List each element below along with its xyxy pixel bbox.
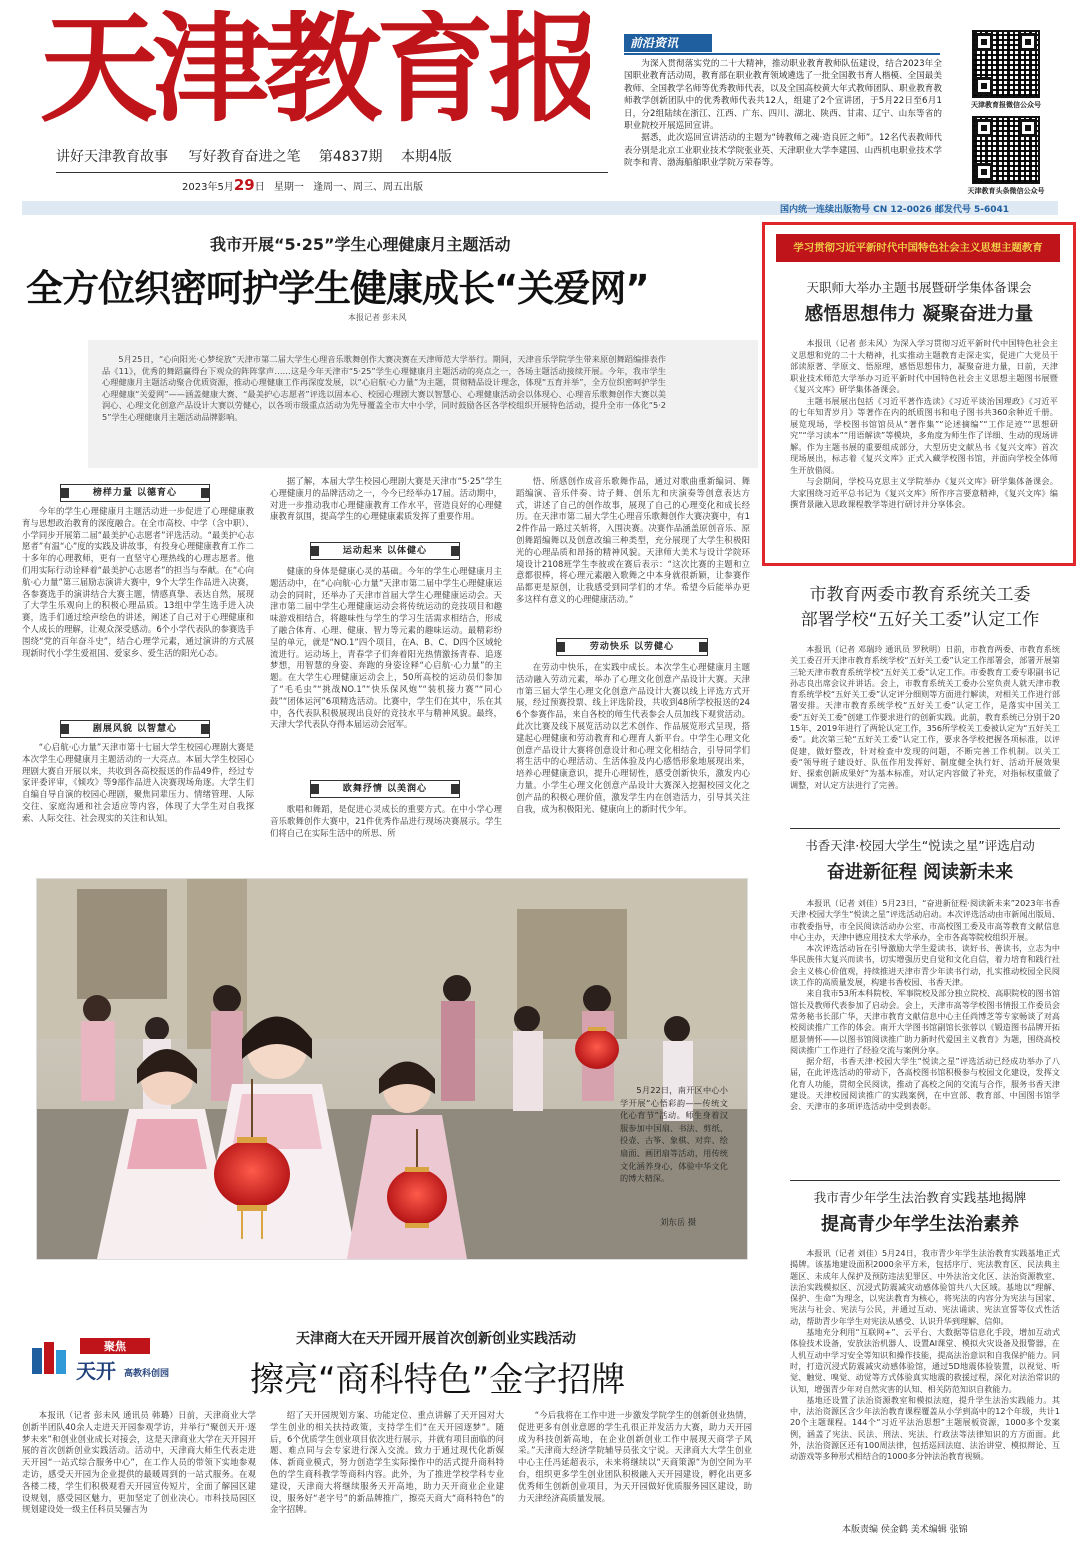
boxed-body-3: 与会期间，学校马克思主义学院举办《复兴文库》研学集体备课会。大家围绕习近平总书记为《复兴文库》所作序言要意精神，《复兴文库》编撰背景融入思政课程教学等进行研讨并分享体会。 — [790, 476, 1058, 509]
reading-body-1: 本报讯（记者 刘佳）5月23日，“奋进新征程·阅读新未来”2023年书香天津·校园大学生“悦读之星”评选活动启动。本次评选活动由市新闻出版局、市教委指导，市全民阅读活动办公室、市高校图工委及市高等教育文献信息中心主办，天津中德应用技术大学承办，全市各高等院校组织开展。 — [790, 898, 1060, 942]
photo-credit: 刘东岳 摄 — [660, 1217, 697, 1227]
weekday: 星期一 — [273, 182, 304, 193]
reading-body-3: 来自我市53所本科院校、军事院校及部分独立院校、高职院校的图书馆馆长及教师代表参加了启动会。会上，天津市高等学校图书情报工作委员会常务秘书长邵广华，天津市教育文献信息中心主任尚博芝等专家畅谈了对高校阅读推广工作的体会。南开大学图书馆副馆长张蓉以《锻造图书品牌开拓愿景情怀——以图书馆阅读推广助力新时代爱国主义教育》为题，围绕高校阅读推广工作进行了经验交流与案例分享。 — [790, 988, 1060, 1055]
lead-col-3a-text: 悟、所感创作成音乐歌舞作品，通过对歌曲重新编词、舞蹈编演、音乐伴奏、诗子舞、创乐尢和庆演奏等创意表达方式，讲述了自己的创作故事，展现了自己的心理变化和成长经历。在天津市第二届大学生心理音乐歌舞创作大赛决赛中，有12件作品一路过关斩将，入围决赛。决赛作品涵盖原创音乐、原创舞蹈编舞以及创意改编三种类型，充分展现了大学生积极阳光的心理品质和昂扬的精神风貌。天津师大美术与设计学院环境设计2108班学生李彼或在赛后表示：“这次比赛的主题和立意都很棒，将心理元素融入歌舞之中本身就很新颖，让参赛作品都更是原创，让我感受到同学们的才华。希望今后能举办更多这样有意义的心理健康活动。” — [516, 476, 750, 604]
frontier-rule — [624, 53, 940, 55]
section-head-3: 运动起来 以体健心 — [310, 542, 460, 560]
lead-col-2b — [270, 566, 502, 731]
lead-byline: 本报记者 彭未风 — [348, 313, 407, 322]
lead-col-1b-text: “心启航·心力量”天津市第十七届大学生校园心理剧大赛是本次学生心理健康月主题活动的一大亮点。本届大学生校园心理剧大赛自开展以来，共收到各高校报送的作品49件，经过专家评委评审，《倾攻》等9部作品进入决赛现场角逐。大学生们自编自导自演的校园心理剧，聚焦同辈压力、情绪管理、人际交往、家庭沟通和社会适应等内容，体现了大学生对自我探索、人际交往、社会现实的关注和认知。 — [22, 742, 254, 823]
lead-kicker: 我市开展“5·25”学生心理健康月主题活动 — [210, 235, 511, 254]
lead-col-2a-text: 据了解，本届大学生校园心理剧大赛是天津市“5·25”学生心理健康月的品牌活动之一，今今已经举办17届。活动期中，对进一步推动我市心理健康教育工作水平，营造良好的心理健康教育氛围，提高学生的心理健康素质发挥了重要作用。 — [270, 476, 502, 522]
law-body-3: 基地还设置了法治资源教室和模拟法庭，提升学生法治实践能力。其中，法治资源区含少年法治教育课程覆盖从小学到高中的12个年级，共计120个主题课程。144个“习近平法治思想”主题展板资源，1000多个发案例，涵盖了宪法、民法、刑法、宪法、行政法等法律知识的方方面面。此外，法治资源区还有100周法律，包括巡回法庭、法治讲堂、模拟辩论、互动游戏等多种形式相结合的1000多分钟法治教育视频。 — [790, 1394, 1060, 1462]
unions-body-text: 本报讯（记者 邓瑞玲 通讯员 罗秋明）日前，市教育两委、市教育系统关工委召开天津市教育系统学校“五好关工委”认定工作部署会，部署开展第三轮天津市教育系统学校“五好关工委”认定工作。市委教育工委专职副书记孙志良出席会议并讲话。会上，市教育系统关工委办公室负责人就天津市教育系统学校“五好关工委”认定评分细则等方面进行解读，对相关工作进行部署安排。天津市教育系统学校“五好关工委”认定工作，是落实中国关工委“五好关工委”创建工作要求进行的创新实践。此前，教育系统已分别于2015年、2019年进行了两轮认定工作，356所学校关工委被认定为“五好关工委”。此次第三轮“五好关工委”认定工作，要求各学校把握各项标准，以评促建，做好整改，针对检查中发现的问题，不断完善工作机制。以关工委“领导班子建设好、队伍作用发挥好、制度健全执行好、活动开展效果好、探索创新成果好”为基本标准，对认定内容做了补充，对指标权重做了调整，对认定方法进行了完善。 — [790, 644, 1060, 790]
lead-summary: 5月25日，“心向阳光·心梦绽放”天津市第二届大学生心理音乐歌舞创作大赛决赛在天津师范大学举行。期间，天津音乐学院学生带来原创舞蹈编排表作品《11》，优秀的舞蹈赢得台下观众的阵阵掌声……这是今年天津市“5·25”学生心理健康月主题活动的亮点之一，各场主题活动接续开展。今年，我市学生心理健康月主题活动聚合优质资源，推动心理健康工作再深度发展，以“心启航·心力量”为主题，贯彻精品设计理念，体现“五育并举”，全方位织密呵护学生心理健康“关爱网”——涵盖健康大赛、“最美护心志愿者”评选以固本心、校园心理剧大赛以智慧心、心理健康活动会以体现心、心理音乐歌舞创作大赛以美润心、心理文化创意产品设计大赛以劳健心，以各项市级重点活动为先导覆盖全市大中小学，同时鼓励各区各学校组织开展特色活动，提升全市一体化“5·25”学生心理健康月主题活动品牌影响。 — [102, 354, 666, 422]
lead-col-3b — [516, 662, 750, 815]
lead-headline: 全方位织密呵护学生健康成长“关爱网” — [26, 267, 649, 310]
photo-caption-box — [620, 1084, 728, 1185]
theme-banner-text: 学习贯彻习近平新时代中国特色社会主义思想主题教育 — [793, 242, 1043, 254]
focus-logo-text: 天开 — [76, 1359, 116, 1383]
lead-col-1a — [22, 506, 254, 659]
law-kicker: 我市青少年学生法治教育实践基地揭牌 — [813, 1190, 1027, 1205]
photo-image — [37, 879, 747, 1259]
date-prefix: 2023年5月 — [182, 182, 234, 193]
photo-caption: 5月22日，南开区中心小学开展“心悟彩韵——传统文化心育节”活动。师生身着汉服参加中国扇、书法、剪纸、投壶、古筝、象棋、对弈、绘扇面、画团扇等活动，用传统文化涵养身心，体验中华文化的博大精深。 — [620, 1085, 728, 1184]
wechat-qr-code[interactable] — [972, 30, 1040, 98]
date-day: 29 — [233, 176, 255, 194]
theme-banner — [776, 234, 1060, 262]
photo-frame — [36, 878, 748, 1260]
boxed-headline: 感悟思想伟力 凝聚奋进力量 — [804, 304, 1034, 325]
lead-col-1b — [22, 742, 254, 825]
section-head-1: 榜样力量 以德育心 — [60, 484, 210, 502]
law-body — [790, 1248, 1060, 1510]
focus-col-1-text: 本报讯（记者 彭未风 通讯员 韩璐）日前，天津商业大学创新半团队40余人走进天开园参观学访，并举行“聚创天开·逐梦未来”和创业创业成长对接会，这是天津商业大学在天开园开展的首次创新创业实践活动。活动中，天津商大师生代表走进天开园“一站式综合服务中心”，在工作人员的带领下实地参观走访，感受天开园为企业提供的最暖周到的一站式服务。在观各楼二楼，学生们积极观看天开园宣传短片，全面了解园区建设规划，感受园区魅力，更加坚定了创业决心。市科技局园区规划建设处一级主任科员吴骊吉为 — [22, 1410, 256, 1515]
masthead-rule — [56, 172, 608, 173]
masthead-title — [30, 10, 590, 130]
qr-label-1: 天津教育报微信公众号 — [971, 101, 1041, 109]
reading-headline: 奋进新征程 阅读新未来 — [826, 862, 1014, 883]
frontier-para-2: 据悉，此次巡回宣讲活动的主题为“铸教师之魂·造良匠之师”。12名代表教师代表分别是北京工业职业技术学院张业英、天津职业大学李建国、山西机电职业技术学院李和青、渤海船舶职业学院万荣春等。 — [624, 133, 942, 169]
section-head-2: 剧展风貌 以智慧心 — [60, 720, 210, 738]
boxed-body — [790, 338, 1058, 511]
boxed-body-1: 本报讯（记者 彭未风）为深入学习贯彻习近平新时代中国特色社会主义思想和党的二十大精神，扎实推动主题教育走深走实，促进广大党员干部读原著、学原文、悟原理，感悟思想伟力，凝聚奋进力量，日前，天津职业技术师范大学举办习近平新时代中国特色社会主义思想主题图书展暨《复兴文库》研学集体备课会。 — [790, 338, 1058, 394]
page-count: 本期4版 — [401, 149, 452, 165]
focus-col-3 — [518, 1410, 752, 1548]
law-headline: 提高青少年学生法治素养 — [821, 1214, 1019, 1235]
focus-logo — [28, 1336, 176, 1392]
right-divider-2 — [790, 1180, 1060, 1181]
section-head-4: 欧舞抒情 以美润心 — [310, 780, 460, 798]
frontier-tag: 前沿资讯 — [624, 34, 712, 52]
reading-body-4: 据介绍，书香天津·校园大学生“悦读之星”评选活动已经成功举办了八届，在此评选活动的带动下，各高校图书馆积极参与校园文化建设，发挥文化育人功能，贯彻全民阅读，推动了高校之间的交流与合作，服务书香天津建设。天津校园阅读推广的实践案例，在中宣部、教育部、中国图书馆学会、天津市的多项评选活动中受到表彰。 — [790, 1056, 1060, 1112]
focus-col-2-text: 绍了天开园规划方案、功能定位、重点讲解了天开园对大学生创业的相关扶持政策，支持学生们“在天开园逐梦”。随后，6个优质学生创业项目依次进行展示，并就有项目面临的问题、难点同与会专家进行深入交流。致力于通过现代化新媒体、新商业模式，努力创造学生实际操作中的活式提升商科特色的学生商科教学等商科内容。此外，为了推进学校学科专业建设，天津商大将继续服务天开高地，助力天开商业企业建设，服务好“老字号”的新品牌推广，擦亮天商大“商科特色”的金字招牌。 — [270, 1410, 504, 1515]
frontier-para-1: 为深入贯彻落实党的二十大精神，推动职业教育教师队伍建设，结合2023年全国职业教育活动周，教育部在职业教育领域遴选了一批全国教书育人楷模、全国最美教师、全国教学名师等优秀教师代表，以及全国高校黄大年式教师团队、职业教育教师教学创新团队中的优秀教师代表共12人，组建了2个宣讲团，于5月22日至6月1日，分2组陆续在浙江、江西、广东、四川、湖北、陕西、甘肃、辽宁、山东等省的职业院校开展巡回宣讲。 — [624, 59, 942, 132]
masthead-title-text: 天津教育报 — [40, 10, 590, 130]
date-line — [182, 176, 423, 194]
lead-col-1a-text: 今年的学生心理健康月主题活动进一步促进了心理健康教育与思想政治教育的深度融合。在全市高校、中学（含中职）、小学同步开展第二届“最美护心志愿者”评选活动。“最美护心志愿者”有温“心”度的实践及讲故事，有投身心理健康教育工作二十多年的心理教师，更有一直坚守心理热线的心理志愿者。他们用实际行动诠释着“最美护心志愿者”的担当与奉献。在“心向航·心力量”第三届励志演讲大赛中，9个大学生作品进入决赛，各参赛选手的演讲结合大赛主题，情感真挚、表达自然，展现了大学生乐观向上的积极心理品质。13组中学生选手进入决赛，选手们通过绘声绘色的讲述，阐述了自己对于心理健康和个人成长的理解，让观众深受感动。6个小学代表队的参赛选手围绕“党的百年奋斗史”，结合心理学元素，通过演讲的方式展现新时代小学生爱祖国、爱家乡、爱生活的阳光心态。 — [22, 506, 254, 658]
lead-col-2b-text: 健康的身体是健康心灵的基础。今年的学生心理健康月主题活动中，在“心向航·心力量”天津市第二届中学生心理健康运动会的同时，还举办了天津市首届大学生心理健康运动会。天津市第二届中学生心理健康运动会将传统运动的竞技项目和趣味游戏相结合，将趣味性与学生的学习生活需求相结合，形成了融合体育、心理、健康、智力等元素的趣味运动。最精彩纷呈的单元，就是“NO.1”四个项目，在A、B、C、D四个区域轮流进行。运动场上，青春学子们奔着阳光热情激扬青春、追逐梦想，用智慧的身姿、奔跑的身姿诠释“心启航·心力量”的主题。在大学生心理健康运动会上，50所高校的运动员们参加了“毛毛虫”“挑战NO.1”“快乐保风炮”“装机接力赛”“同心鼓”“团体运河”6项精选活动。比赛中，学生们在其中，乐在其中，各代表队积极展现出良好的竞技水平与精神风貌。最终，天津大学代表队夺得本届运动会冠军。 — [270, 566, 502, 730]
section-head-5: 劳动快乐 以劳健心 — [556, 638, 708, 656]
focus-tag-text: 聚焦 — [104, 1340, 126, 1353]
headline-qr-code[interactable] — [972, 116, 1040, 184]
lead-col-3b-text: 在劳动中快乐，在实践中成长。本次学生心理健康月主题活动融入劳动元素，举办了心理文化创意产品设计大赛。天津市第三届大学生心理文化创意产品设计大赛以线上评选方式开展，经过预赛投票、线上评选阶段，共收到48所学校报送的246个参赛作品，来自各校的师生代表参会人员加线下观赏活动。此次比赛及线下展览活动以艺术创作、作品展览形式呈现，搭建起心理健康和劳动教育和心理育人新平台。中学生心理文化创意产品设计大赛将创意设计和心理文化相结合，引导同学们将生活中的心理活动、生活体验及内心感悟形象地展现出来，培养心理健康意识，提升心理韧性，感受创新快乐，激发内心力量。小学生心理文化创意产品设计大赛深入挖掘校园文化之创产品的积极心理价值，激发学生内在创造活力，引导其关注自我，成为积极阳光、健康向上的新时代少年。 — [516, 662, 750, 814]
issue-number: 第4837期 — [318, 149, 383, 165]
masthead-slogans — [56, 146, 452, 166]
boxed-body-2: 主题书展展出包括《习近平著作选读》《习近平谈治国理政》《习近平的七年知青岁月》等著作在内的纸质图书和电子图书共360余种近千册。展览现场，学校图书馆馆员从“著作集”“论述摘编”“工作足迹”“思想研究”“学习读本”“用语解读”等模块，多角度为师生作了详细、生动的现场讲解。作为主题书展的重要组成部分，大型历史文献丛书《复兴文库》首次现场展出，标志着《复兴文库》正式入藏学校图书馆，并面向学校全体师生开放借阅。 — [790, 395, 1058, 475]
unions-headline-2: 部署学校“五好关工委”认定工作 — [800, 610, 1040, 630]
focus-headline: 擦亮“商科特色”金字招牌 — [250, 1360, 626, 1400]
date-suffix: 日 — [254, 182, 265, 193]
law-body-1: 本报讯（记者 刘佳）5月24日，我市青少年学生法治教育实践基地正式揭牌。该基地建设面积2000余平方米，包括序厅、宪法教育区、民法典主题区、未成年人保护及预防违法犯罪区、中外法治文化区、法治资源教室、法治实践模拟区、沉浸式防震减灾动感体验馆共八大区域。基地以“理解、保护、生命”为理念，以宪法教育为核心，将宪法的内容分为宪法与国家、宪法与社会、宪法与公民，并通过互动、宪法诵读、宪法宣誓等仪式性活动，帮助青少年学生对宪法从感受、认识升华到理解、信仰。 — [790, 1248, 1060, 1326]
lead-col-2c — [270, 804, 502, 839]
slogan-2: 写好教育奋进之笔 — [188, 149, 301, 165]
lead-summary-box — [88, 340, 758, 468]
qr-label-2: 天津教育头条微信公众号 — [967, 187, 1045, 195]
lead-col-2a — [270, 476, 502, 523]
reading-kicker: 书香天津·校园大学生“悦读之星”评选启动 — [805, 838, 1035, 853]
boxed-kicker: 天职师大举办主题书展暨研学集体备课会 — [806, 280, 1032, 295]
unions-headline-1: 市教育两委市教育系统关工委 — [809, 585, 1031, 605]
focus-col-2 — [270, 1410, 504, 1548]
publish-schedule: 逢周一、周三、周五出版 — [313, 182, 424, 193]
masthead-calligraphy — [30, 10, 590, 130]
reading-body-2: 本次评选活动旨在引导激励大学生爱读书、读好书、善读书，立志为中华民族伟大复兴而读书，切实增强历史自觉和文化自信，着力培育和践行社会主义核心价值观，持续推进天津市青少年读书行动，扎实推动校园全民阅读工作的高质量发展，构建书香校园、书香天津。 — [790, 943, 1060, 988]
law-body-2: 基地充分利用“互联网+”、云平台、大数据等信息化手段，增加互动式体验技术设备，安放法治机器人、设置AI课堂、模拟火灾设备及报警器，在人机互动中学习安全等知识和操作技能，提高法治意识和自我保护能力。同时，打造沉浸式防震减灾动感体验馆，通过5D地震体验装置，以视觉、听觉、触觉、嗅觉、动觉等方式体验真实地震的救援过程，深化对法治常识的认知，增强青少年对自然灾害的认知、相关防范知识自救能力。 — [790, 1327, 1060, 1394]
focus-col-1 — [22, 1410, 256, 1548]
reading-body — [790, 898, 1060, 1182]
page-credits: 本版责编 侯金鹤 美术编辑 张锦 — [842, 1525, 968, 1535]
unions-body — [790, 644, 1060, 820]
focus-kicker: 天津商大在天开园开展首次创新创业实践活动 — [296, 1331, 576, 1347]
cn-number: 国内统一连续出版物号 CN 12-0026 邮发代号 5-6041 — [780, 205, 1010, 215]
lead-col-3a — [516, 476, 750, 606]
focus-col-3-text: “今后我将在工作中进一步激发学院学生的创新创业热情，促进更多有创业意愿的学生孔很正并发活力大赛，助力天开园成为科技创新高地，在企业创新创业工作中展现天商学子风采。”天津商大经济学院辅导员张文宁说。天津商大大学生创业中心主任冯延超表示，未来将继续以“天商策源”为创空间为平台，组织更多学生创业团队积极融入天开园建设，孵化出更多优秀师生创新创业项目，为天开园做好优质服务园区建设，助力天津经济高质量发展。 — [518, 1410, 752, 1503]
focus-logo-sub: 高教科创园 — [124, 1369, 170, 1379]
lead-col-2c-text: 歌唱和舞蹈，是促进心灵成长的重要方式。在中小学心理音乐歌舞创作大赛中，21件优秀作品进行现场决赛展示。学生们将自己在实际生活中的所思、所 — [270, 804, 502, 838]
tiankai-logo-mark — [28, 1336, 176, 1392]
frontier-body — [624, 58, 942, 170]
right-divider-1 — [790, 828, 1060, 829]
slogan-1: 讲好天津教育故事 — [56, 149, 168, 165]
